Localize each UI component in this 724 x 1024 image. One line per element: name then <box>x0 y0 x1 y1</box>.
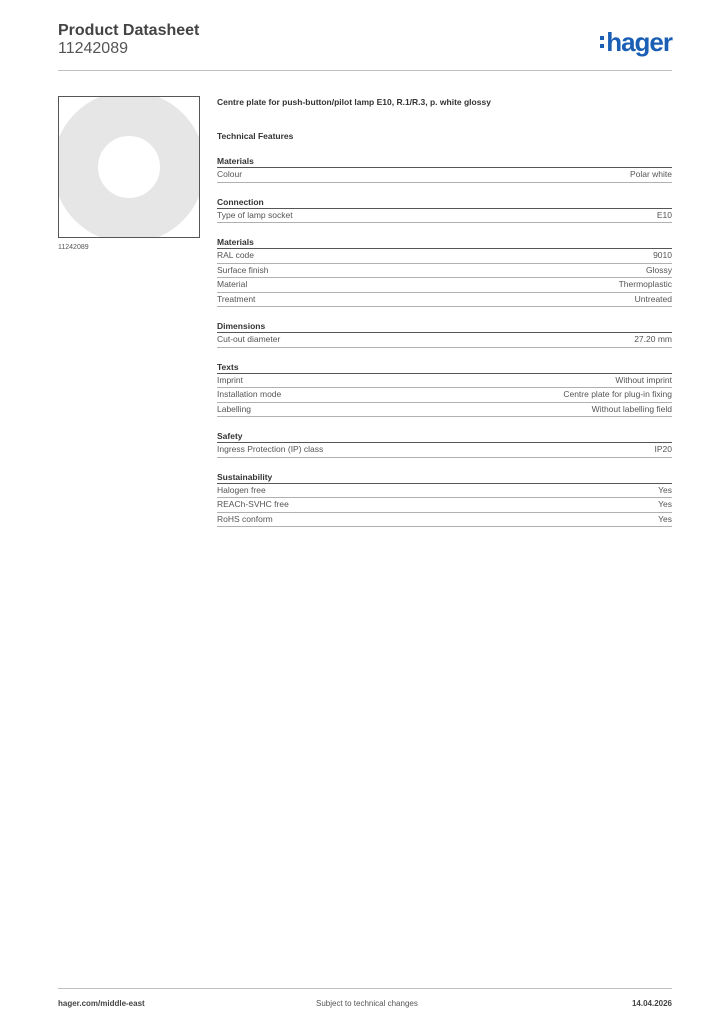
feature-value: 27.20 mm <box>634 334 672 344</box>
centre-plate-ring <box>76 114 183 221</box>
page-footer <box>58 988 672 1011</box>
feature-value: Untreated <box>634 293 672 304</box>
image-caption: 11242089 <box>58 244 89 251</box>
section-title: Texts <box>217 361 672 374</box>
feature-row <box>217 388 672 403</box>
feature-label: Labelling <box>217 403 252 414</box>
product-title: Centre plate for push-button/pilot lamp E10, R.1/R.3, p. white glossy <box>217 97 491 107</box>
feature-value: Centre plate for plug-in fixing <box>563 389 672 399</box>
feature-label: Halogen free <box>217 484 266 495</box>
feature-section <box>217 361 672 418</box>
technical-features-heading: Technical Features <box>217 131 294 141</box>
feature-row <box>217 484 672 499</box>
feature-label: Installation mode <box>217 389 282 399</box>
feature-value: 9010 <box>653 250 672 260</box>
footer-notice: Subject to technical changes <box>316 999 418 1008</box>
product-number: 11242089 <box>58 40 128 57</box>
feature-section <box>217 320 672 348</box>
feature-section <box>217 471 672 528</box>
page-header <box>58 20 672 71</box>
feature-row <box>217 443 672 458</box>
section-title: Dimensions <box>217 320 672 333</box>
footer-website: hager.com/middle-east <box>58 999 145 1008</box>
feature-section <box>217 236 672 307</box>
feature-label: RoHS conform <box>217 513 273 524</box>
feature-row <box>217 333 672 348</box>
feature-row <box>217 374 672 389</box>
feature-sections <box>217 155 672 527</box>
feature-label: RAL code <box>217 250 255 260</box>
feature-row <box>217 403 672 418</box>
feature-label: Type of lamp socket <box>217 209 293 220</box>
feature-section <box>217 430 672 458</box>
document-title: Product Datasheet <box>58 22 200 39</box>
section-title: Materials <box>217 236 672 249</box>
feature-row <box>217 168 672 183</box>
section-title: Safety <box>217 430 672 443</box>
feature-label: Treatment <box>217 293 256 304</box>
feature-label: Cut-out diameter <box>217 334 281 344</box>
feature-value: Without labelling field <box>591 403 672 414</box>
logo-dots-icon <box>600 34 604 50</box>
feature-value: Thermoplastic <box>618 279 672 289</box>
feature-row <box>217 249 672 264</box>
feature-row <box>217 513 672 528</box>
feature-row <box>217 293 672 308</box>
feature-value: E10 <box>656 209 672 220</box>
feature-row <box>217 278 672 293</box>
hager-logo <box>600 28 672 56</box>
feature-value: Without imprint <box>615 374 672 385</box>
feature-label: Material <box>217 279 248 289</box>
section-title: Sustainability <box>217 471 672 484</box>
feature-section <box>217 155 672 183</box>
footer-date: 14.04.2026 <box>631 999 672 1008</box>
centre-plate-image <box>59 97 199 237</box>
feature-value: Glossy <box>646 264 672 275</box>
feature-value: Polar white <box>629 169 672 179</box>
section-title: Connection <box>217 196 672 209</box>
feature-row <box>217 264 672 279</box>
feature-label: Imprint <box>217 374 243 385</box>
feature-value: Yes <box>658 484 672 495</box>
feature-value: Yes <box>658 513 672 524</box>
feature-label: Ingress Protection (IP) class <box>217 444 324 454</box>
feature-label: REACh-SVHC free <box>217 499 289 509</box>
feature-label: Colour <box>217 169 243 179</box>
technical-content <box>217 96 672 527</box>
feature-value: Yes <box>658 499 672 509</box>
section-title: Materials <box>217 155 672 168</box>
feature-row <box>217 209 672 224</box>
product-image <box>58 96 200 238</box>
logo-text: hager <box>606 27 672 57</box>
feature-row <box>217 498 672 513</box>
feature-section <box>217 196 672 224</box>
feature-label: Surface finish <box>217 264 269 275</box>
feature-value: IP20 <box>654 444 672 454</box>
